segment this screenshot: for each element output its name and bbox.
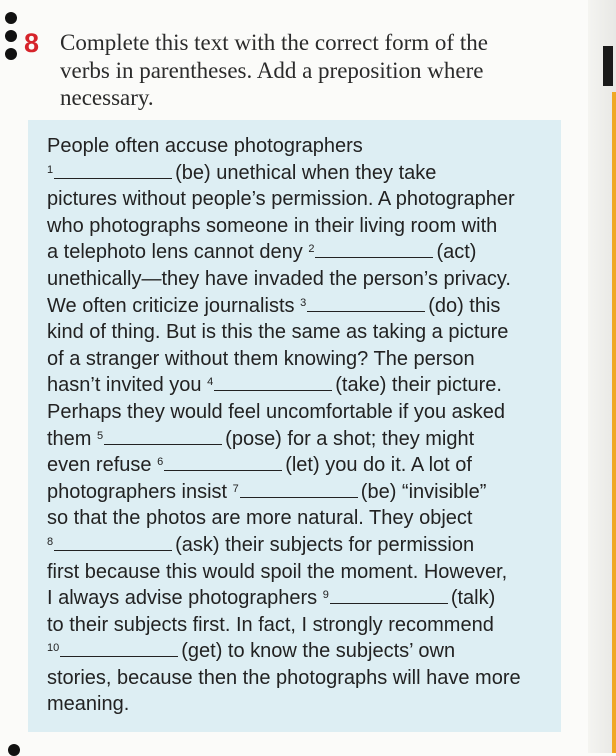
exercise-text-box [28, 120, 561, 732]
gap-number: 2 [308, 243, 315, 256]
text-line: first because this would spoil the moment. However, [47, 560, 508, 583]
text-line [47, 372, 549, 399]
text-line: pictures without people’s permission. A photographer [47, 188, 515, 211]
text-line [47, 293, 549, 320]
text-line: kind of thing. But is this the same as taking a picture [47, 321, 509, 344]
gap-number: 5 [97, 429, 104, 442]
gap-blank-8[interactable] [54, 535, 172, 551]
text-fragment: (get) to know the subjects’ own [181, 640, 456, 663]
gap-number: 9 [322, 589, 329, 602]
text-line: People often accuse photographers [47, 135, 363, 157]
text-line [47, 638, 549, 665]
text-line: meaning. [47, 693, 130, 716]
bullet-dot [5, 48, 17, 60]
text-line [47, 426, 549, 453]
gap-blank-6[interactable] [164, 455, 282, 471]
instruction-line: verbs in parentheses. Add a preposition where [60, 57, 484, 83]
gap-blank-1[interactable] [54, 163, 172, 179]
text-line [47, 239, 549, 266]
text-fragment: (act) [436, 241, 477, 264]
text-fragment: (pose) for a shot; they might [225, 427, 475, 450]
text-line [47, 585, 549, 612]
text-fragment: even refuse [47, 454, 152, 477]
text-line: Perhaps they would feel uncomfortable if you asked [47, 400, 506, 423]
gap-number: 3 [300, 296, 307, 309]
instruction-line: necessary. [60, 85, 154, 110]
text-line: to their subjects first. In fact, I strongly recommend [47, 613, 494, 636]
gap-number: 8 [47, 535, 54, 548]
text-line [47, 479, 549, 506]
page-edge-tab [603, 46, 613, 86]
gap-blank-10[interactable] [60, 641, 178, 657]
bullet-dot [5, 12, 17, 24]
text-line: unethically—they have invaded the person’s privacy. [47, 267, 511, 290]
gap-number: 10 [47, 642, 60, 655]
gap-number: 7 [232, 482, 239, 495]
gap-blank-2[interactable] [315, 242, 433, 258]
bullet-dot [8, 744, 20, 756]
text-line: so that the photos are more natural. They object [47, 507, 473, 530]
text-fragment: We often criticize journalists [47, 294, 295, 317]
text-line: who photographs someone in their living room with [47, 214, 498, 237]
gap-blank-7[interactable] [240, 482, 358, 498]
text-line: of a stranger without them knowing? The person [47, 347, 475, 370]
gap-number: 1 [47, 163, 54, 176]
gap-blank-9[interactable] [330, 588, 448, 604]
text-fragment: hasn’t invited you [47, 374, 202, 397]
text-fragment: (be) unethical when they take [175, 161, 437, 184]
text-fragment: (take) their picture. [335, 374, 502, 397]
gap-number: 6 [157, 456, 164, 469]
text-fragment: I always advise photographers [47, 587, 318, 610]
text-fragment: them [47, 427, 92, 450]
exercise-instructions [60, 29, 540, 112]
text-line [47, 452, 549, 479]
gap-blank-4[interactable] [214, 375, 332, 391]
gap-number: 4 [207, 376, 214, 389]
text-fragment: (let) you do it. A lot of [285, 454, 472, 477]
bullet-dot [5, 30, 17, 42]
instruction-line: Complete this text with the correct form of the [60, 30, 488, 55]
text-fragment: (be) “invisible” [360, 480, 487, 503]
text-line: stories, because then the photographs will have more [47, 666, 521, 689]
text-fragment: (do) this [428, 294, 501, 317]
page-edge [588, 0, 616, 753]
text-fragment: (ask) their subjects for permission [175, 533, 475, 556]
gap-blank-3[interactable] [307, 296, 425, 312]
text-fragment: photographers insist [47, 480, 228, 503]
exercise-number: 8 [24, 28, 40, 58]
page-edge-stripe [612, 92, 616, 753]
text-fragment: (talk) [450, 587, 496, 610]
text-fragment: a telephoto lens cannot deny [47, 241, 303, 264]
text-line [47, 532, 549, 559]
gap-blank-5[interactable] [104, 429, 222, 445]
text-line [47, 160, 549, 187]
bullet-column [5, 12, 17, 66]
